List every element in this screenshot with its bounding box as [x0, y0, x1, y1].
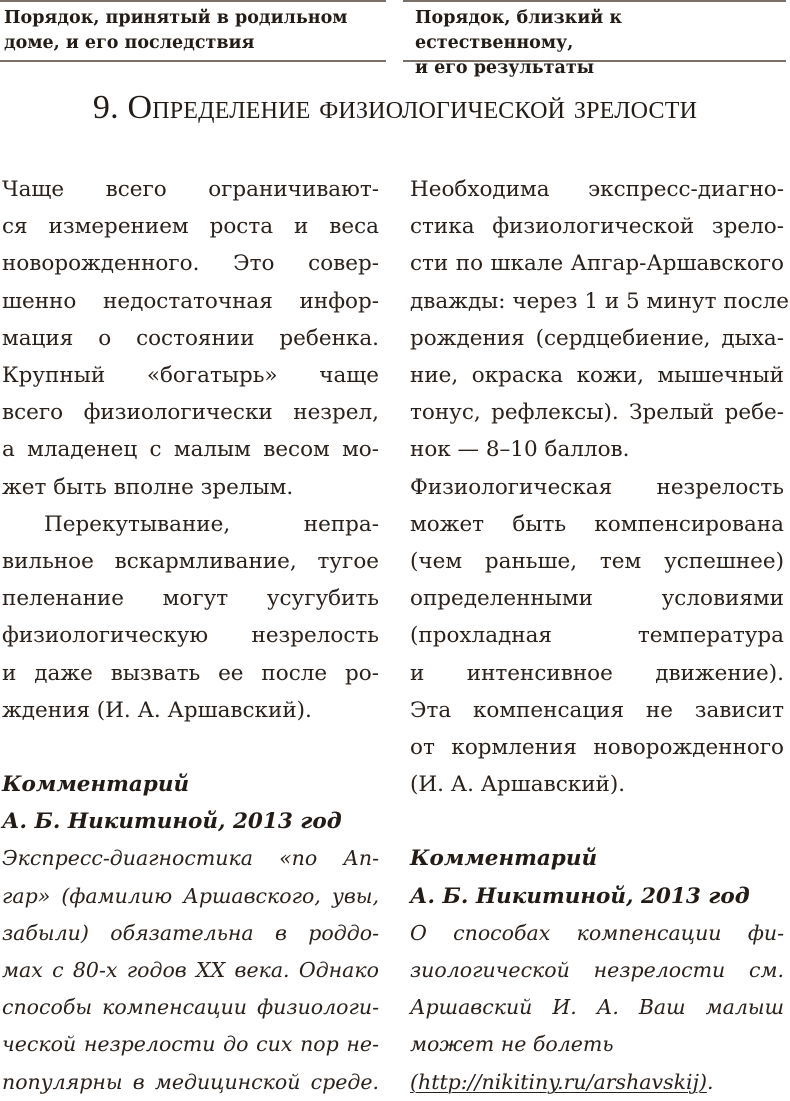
text-line: определенными условиями [410, 586, 784, 612]
text-line: Чаще всего ограничивают- [2, 177, 379, 202]
text-line: популярны в медицинской среде. [2, 1069, 379, 1094]
left-comment [2, 766, 379, 1101]
text-line [410, 1064, 784, 1101]
text-line: забыли) обязательна в роддо- [2, 920, 379, 945]
column-header-left [0, 0, 386, 62]
source-link[interactable]: (http://nikitiny.ru/arshavskij) [410, 1069, 707, 1094]
column-header-right-line-1: Порядок, близкий к естественному, [415, 8, 623, 53]
column-header-left-line-1: Порядок, принятый в родильном [4, 8, 348, 28]
comment-heading: Комментарий [2, 772, 190, 798]
column-header-right [403, 0, 786, 78]
text-line: О способах компенсации фи- [410, 920, 784, 945]
text-line: а младенец с малым весом мо- [2, 437, 379, 463]
text-line: сти по шкале Апгар-Аршавского [410, 251, 784, 277]
column-header-left-line-2: доме, и его последствия [4, 33, 255, 53]
text-line: способы компенсации физиологи- [2, 995, 379, 1020]
text-line: жет быть вполне зрелым. [2, 474, 294, 500]
comment-author: А. Б. Никитиной, 2013 год [2, 809, 342, 835]
spacer [2, 729, 379, 766]
text-line: дважды: через 1 и 5 минут после [410, 288, 790, 314]
right-paragraph-2 [410, 469, 784, 804]
text-line: ся измерением роста и веса [2, 214, 379, 240]
text-line: Аршавский И. А. Ваш малыш [410, 995, 784, 1020]
text-line: ждения (И. А. Аршавский). [2, 697, 312, 723]
text-line: ние, окраска кожи, мышечный [410, 363, 784, 389]
text-line: тонус, рефлексы). Зрелый ребе- [410, 400, 784, 426]
text-line: шенно недостаточная инфор- [2, 288, 379, 314]
text-line: и интенсивное движение). [410, 660, 784, 686]
text-line: Экспресс-диагностика «по Ап- [2, 846, 379, 871]
left-column [2, 171, 379, 1101]
spacer [410, 803, 784, 840]
text-line: всего физиологически незрел, [2, 400, 379, 426]
right-paragraph-1 [410, 171, 790, 469]
text-line: гар» (фамилию Аршавского, увы, [2, 883, 379, 908]
left-paragraph-1 [2, 171, 379, 506]
text-line: мах с 80-х годов XX века. Однако [2, 958, 379, 983]
section-title: 9. Определение физиологической зрелости [92, 89, 698, 126]
text-line: рождения (сердцебиение, дыха- [410, 325, 784, 351]
text-line: от кормления новорожденного [410, 735, 784, 761]
text-line: вильное вскармливание, тугое [2, 549, 379, 575]
comment-body [2, 840, 379, 1100]
right-column [410, 171, 790, 1101]
comment-heading: Комментарий [410, 846, 598, 872]
text-line: физиологическую незрелость [2, 623, 379, 649]
text-line: Необходима экспресс-диагно- [410, 177, 784, 202]
text-line: новорожденного. Это совер- [2, 251, 379, 277]
left-paragraph-2 [2, 506, 379, 729]
text-line: (чем раньше, тем успешнее) [410, 549, 784, 575]
text-line: мация о состоянии ребенка. [2, 325, 379, 351]
text-line: ческой незрелости до сих пор не- [2, 1032, 379, 1057]
text-line: Крупный «богатырь» чаще [2, 363, 379, 389]
comment-author: А. Б. Никитиной, 2013 год [410, 883, 750, 909]
text-line: пеленание могут усугубить [2, 586, 379, 612]
text-line: стика физиологической зрело- [410, 214, 784, 240]
text-line: нок — 8–10 баллов. [410, 437, 630, 463]
column-header-right-line-2: и его результаты [415, 58, 595, 78]
right-comment [410, 840, 784, 1100]
text-line: Перекутывание, непра- [44, 511, 379, 537]
text-line: (прохладная температура [410, 623, 784, 649]
text-line: Физиологическая незрелость [410, 474, 784, 500]
text-line: и даже вызвать ее после ро- [2, 660, 379, 686]
text-line: может быть компенсирована [410, 511, 784, 537]
link-suffix: . [706, 1069, 714, 1094]
text-line: (И. А. Аршавский). [410, 772, 626, 798]
text-line: может не болеть [410, 1032, 614, 1057]
text-line: зиологической незрелости см. [410, 958, 784, 983]
comment-body [410, 915, 784, 1101]
text-line: Эта компенсация не зависит [410, 697, 784, 723]
